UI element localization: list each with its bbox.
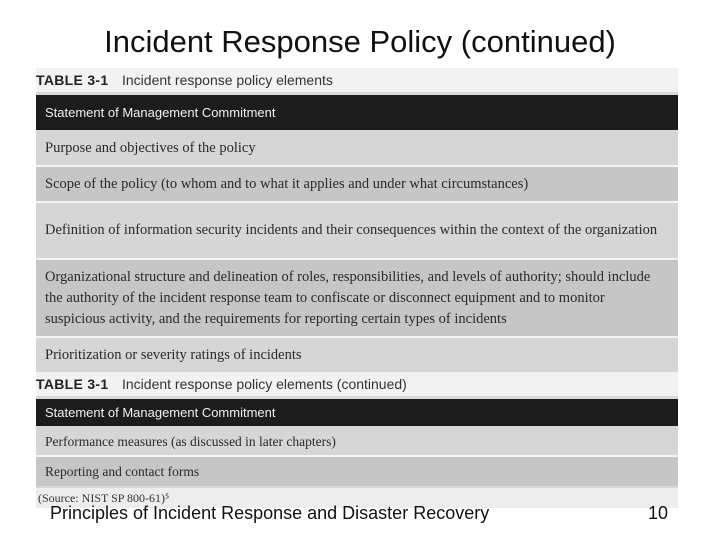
table-row: Performance measures (as discussed in later chapters)	[36, 427, 678, 455]
table-row: Reporting and contact forms	[36, 457, 678, 486]
table-header-row: Statement of Management Commitment	[36, 95, 678, 130]
table-row: Organizational structure and delineation of roles, responsibilities, and levels of authority; should include the authority of the incident response team to confiscate or disconnect equipment and to monitor suspicious activity, and the requirements for reporting certain types of incidents	[36, 260, 678, 336]
source-citation: (Source: NIST SP 800-61)⁵	[36, 488, 678, 508]
table-caption: Incident response policy elements	[122, 72, 333, 88]
slide-title: Incident Response Policy (continued)	[104, 24, 616, 59]
table-caption: Incident response policy elements (continued)	[122, 376, 407, 392]
table-number: TABLE 3-1	[36, 72, 109, 88]
table-label	[36, 372, 678, 396]
table-number: TABLE 3-1	[36, 376, 109, 392]
table-row: Definition of information security incidents and their consequences within the context of the organization	[36, 203, 678, 258]
table-row: Prioritization or severity ratings of incidents	[36, 338, 678, 372]
footer-text: Principles of Incident Response and Disaster Recovery	[50, 503, 490, 523]
page-number: 10	[648, 503, 669, 523]
table-row: Scope of the policy (to whom and to what it applies and under what circumstances)	[36, 167, 678, 201]
table-row: Purpose and objectives of the policy	[36, 131, 678, 165]
table-header-row: Statement of Management Commitment	[36, 399, 678, 426]
policy-table-image	[36, 68, 678, 508]
table-label	[36, 68, 678, 92]
